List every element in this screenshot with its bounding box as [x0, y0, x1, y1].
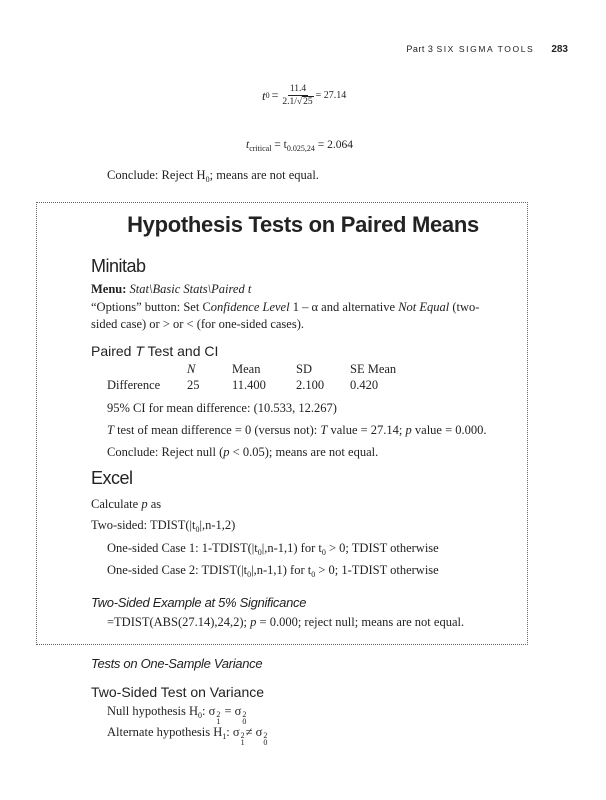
alt-sup2: 2	[263, 731, 268, 740]
null-sub1: 1	[216, 717, 221, 726]
box-title: Hypothesis Tests on Paired Means	[127, 212, 479, 237]
case1-a: One-sided Case 1: 1-TDIST(|t	[107, 541, 258, 555]
calc-a: Calculate	[91, 497, 142, 511]
t0-den-sd: 2.1/	[282, 97, 297, 107]
cell-n: 25	[187, 378, 200, 392]
example-heading: Two-Sided Example at 5% Significance	[91, 595, 307, 610]
null-sup1: 2	[216, 710, 221, 719]
options-a: “Options” button: Set C	[91, 300, 211, 314]
case1-c: > 0; TDIST otherwise	[325, 541, 439, 555]
options-e: (two-	[449, 300, 480, 314]
null-sigma1-scripts	[216, 711, 220, 725]
calc-p: p	[141, 497, 148, 511]
paired-heading-a: Paired	[91, 343, 136, 359]
cell-mean: 11.400	[232, 378, 266, 392]
cell-sd: 2.100	[296, 378, 325, 392]
t0-result: = 27.14	[315, 90, 347, 101]
running-head	[406, 44, 568, 55]
excel-calc	[91, 496, 161, 512]
ttest-line	[107, 422, 487, 438]
alt-sub1: 1	[240, 738, 245, 747]
paired-t-heading	[91, 343, 218, 359]
page-number: 283	[551, 44, 568, 55]
alternate-hypothesis	[107, 724, 268, 746]
row-label-difference: Difference	[107, 378, 161, 392]
minitab-heading: Minitab	[91, 256, 146, 276]
minitab-options-line2: sided case) or > or < (for one-sided cases).	[91, 317, 304, 331]
conclude-a: Conclude: Reject null (	[107, 445, 224, 459]
variance-heading: Tests on One-Sample Variance	[91, 656, 263, 671]
paired-heading-b: Test and CI	[143, 343, 219, 359]
example-p: p	[250, 615, 257, 629]
alt-a: Alternate hypothesis H	[107, 725, 223, 739]
ttest-b: test of mean difference = 0 (versus not):	[113, 423, 321, 437]
minitab-menu	[91, 281, 251, 297]
tcrit-mid: = t	[271, 139, 287, 151]
col-header-sd: SD	[296, 362, 312, 376]
case1-b: |,n-1,1) for t	[261, 541, 322, 555]
alt-c: ≠ σ	[245, 725, 263, 739]
ttest-t2: T	[320, 423, 328, 437]
example-b: = 0.000; reject null; means are not equal.	[256, 615, 465, 629]
excel-heading: Excel	[91, 468, 133, 488]
alt-sub: 1	[222, 732, 227, 741]
case2-sub: 0	[247, 570, 252, 579]
null-b: : σ	[201, 704, 216, 718]
col-header-n: N	[187, 362, 196, 376]
excel-case2	[107, 562, 439, 583]
t0-fraction	[282, 84, 313, 107]
paired-conclusion	[107, 444, 378, 460]
excel-two-sided	[91, 517, 235, 538]
ttest-d: value = 27.14;	[327, 423, 406, 437]
case2-c: > 0; 1-TDIST otherwise	[315, 563, 439, 577]
tcrit-symbol: t	[246, 139, 250, 151]
menu-path: Stat\Basic Stats\Paired t	[129, 282, 252, 296]
options-c: 1 – α and alternative	[289, 300, 399, 314]
section-label: SIX SIGMA TOOLS	[436, 44, 535, 54]
null-sub2: 0	[242, 717, 247, 726]
top-conclusion-sub: 0	[205, 175, 210, 184]
tcrit-result: = 2.064	[314, 139, 353, 151]
t0-den-sqrt: 25	[303, 97, 313, 107]
options-b: onfidence Level	[210, 300, 290, 314]
col-header-mean: Mean	[232, 362, 261, 376]
variance-subheading: Two-Sided Test on Variance	[91, 684, 265, 700]
null-sup2: 2	[242, 710, 247, 719]
alt-b: : σ	[226, 725, 240, 739]
options-d: Not Equal	[398, 300, 450, 314]
alt-sigma1-scripts	[241, 732, 245, 746]
two-sided-end: |,n-1,2)	[199, 518, 236, 532]
conclude-b: < 0.05); means are not equal.	[229, 445, 379, 459]
col-header-se-mean: SE Mean	[350, 362, 397, 376]
t0-denominator: 2.1/√25	[282, 97, 313, 107]
t0-numerator: 11.4	[289, 84, 307, 94]
t0-symbol: t	[262, 87, 266, 103]
alt-sup1: 2	[240, 731, 245, 740]
example-formula	[107, 614, 464, 630]
ttest-t1: T	[107, 423, 114, 437]
case1-sub2: 0	[321, 548, 326, 557]
null-c: = σ	[221, 704, 242, 718]
null-a: Null hypothesis H	[107, 704, 198, 718]
null-sigma0-scripts	[242, 711, 246, 725]
top-conclusion-end: ; means are not equal.	[209, 168, 319, 182]
menu-label: Menu:	[91, 282, 127, 296]
tcrit-subscript2: 0.025,24	[286, 144, 315, 153]
excel-case1	[107, 540, 439, 561]
null-sub: 0	[197, 711, 202, 720]
paired-heading-t: T	[135, 343, 144, 359]
example-a: =TDIST(ABS(27.14),24,2);	[107, 615, 251, 629]
conclude-p: p	[223, 445, 230, 459]
tcritical-equation	[246, 139, 353, 153]
case2-sub2: 0	[311, 570, 316, 579]
t0-subscript: 0	[265, 91, 270, 100]
two-sided-sub: 0	[195, 525, 200, 534]
ttest-f: value = 0.000.	[411, 423, 487, 437]
part-label: Part 3	[406, 44, 434, 54]
top-conclusion	[107, 167, 319, 188]
t0-equals: =	[271, 88, 279, 102]
ttest-p: p	[405, 423, 412, 437]
top-conclusion-text: Conclude: Reject H	[107, 168, 206, 182]
minitab-options-line1	[91, 299, 521, 315]
t0-equation	[262, 84, 346, 107]
two-sided-a: Two-sided: TDIST(|t	[91, 518, 196, 532]
cell-se-mean: 0.420	[350, 378, 379, 392]
calc-b: as	[147, 497, 162, 511]
case2-b: |,n-1,1) for t	[251, 563, 312, 577]
ci-line: 95% CI for mean difference: (10.533, 12.267)	[107, 401, 337, 415]
case2-a: One-sided Case 2: TDIST(|t	[107, 563, 248, 577]
null-hypothesis	[107, 703, 247, 725]
case1-sub: 0	[257, 548, 262, 557]
alt-sub2: 0	[263, 738, 268, 747]
tcrit-subscript: critical	[249, 144, 272, 153]
alt-sigma0-scripts	[263, 732, 267, 746]
